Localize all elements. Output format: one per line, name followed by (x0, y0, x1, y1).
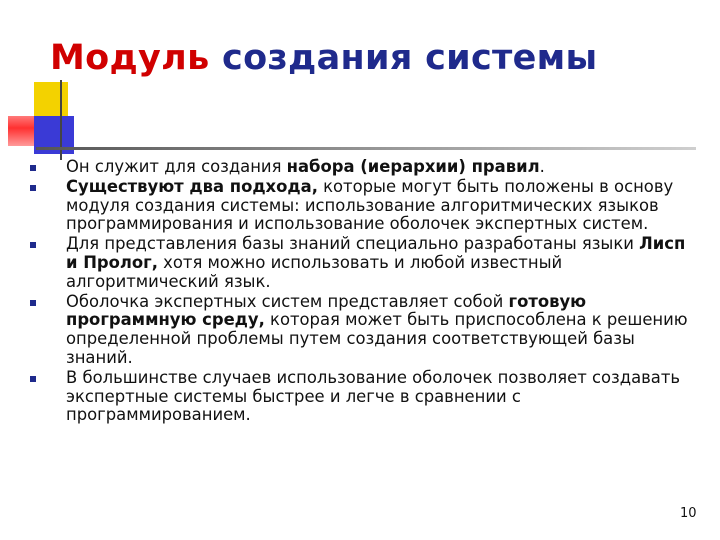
slide-title-main: создания системы (222, 38, 598, 78)
title-underline (36, 147, 696, 150)
bullet-text: хотя можно использовать и любой известный алгоритмический язык. (66, 252, 563, 291)
bullet-text: В большинстве случаев использование оболочек позволяет создавать экспертные системы быстрее и легче в сравнении с программированием. (66, 367, 681, 425)
bullet-item (28, 293, 698, 368)
square-bullet-icon (30, 165, 36, 171)
bullet-item (28, 158, 698, 177)
bullet-bold-text: Существуют два подхода, (66, 176, 318, 196)
slide-title-accent: Модуль (50, 38, 210, 78)
bullet-item (28, 178, 698, 234)
bullet-text: Он служит для создания (66, 157, 287, 176)
page-number: 10 (680, 506, 697, 521)
bullet-text: которые могут быть положены в основу модуля создания системы: использование алгоритмических языков программирования и использование оболочек экспертных систем. (66, 176, 674, 234)
square-bullet-icon (30, 242, 36, 248)
bullet-bold-text: Лисп и Пролог, (66, 234, 686, 272)
slide-title (50, 38, 598, 78)
bullet-item (28, 235, 698, 291)
bullet-text: которая может быть приспособлена к решению определенной проблемы путем создания соответствующей базы знаний. (66, 310, 688, 367)
decor-yellow-square (34, 82, 68, 116)
bullet-text: Для представления базы знаний специально разработаны языки (66, 234, 640, 254)
bullet-text: . (539, 157, 545, 176)
bullet-list (28, 158, 698, 426)
square-bullet-icon (30, 185, 36, 191)
bullet-text: Оболочка экспертных систем представляет собой (66, 291, 509, 311)
bullet-item (28, 369, 698, 425)
square-bullet-icon (30, 300, 36, 306)
square-bullet-icon (30, 376, 36, 382)
bullet-bold-text: готовую программную среду, (66, 291, 587, 330)
bullet-bold-text: набора (иерархии) правил (286, 157, 540, 176)
